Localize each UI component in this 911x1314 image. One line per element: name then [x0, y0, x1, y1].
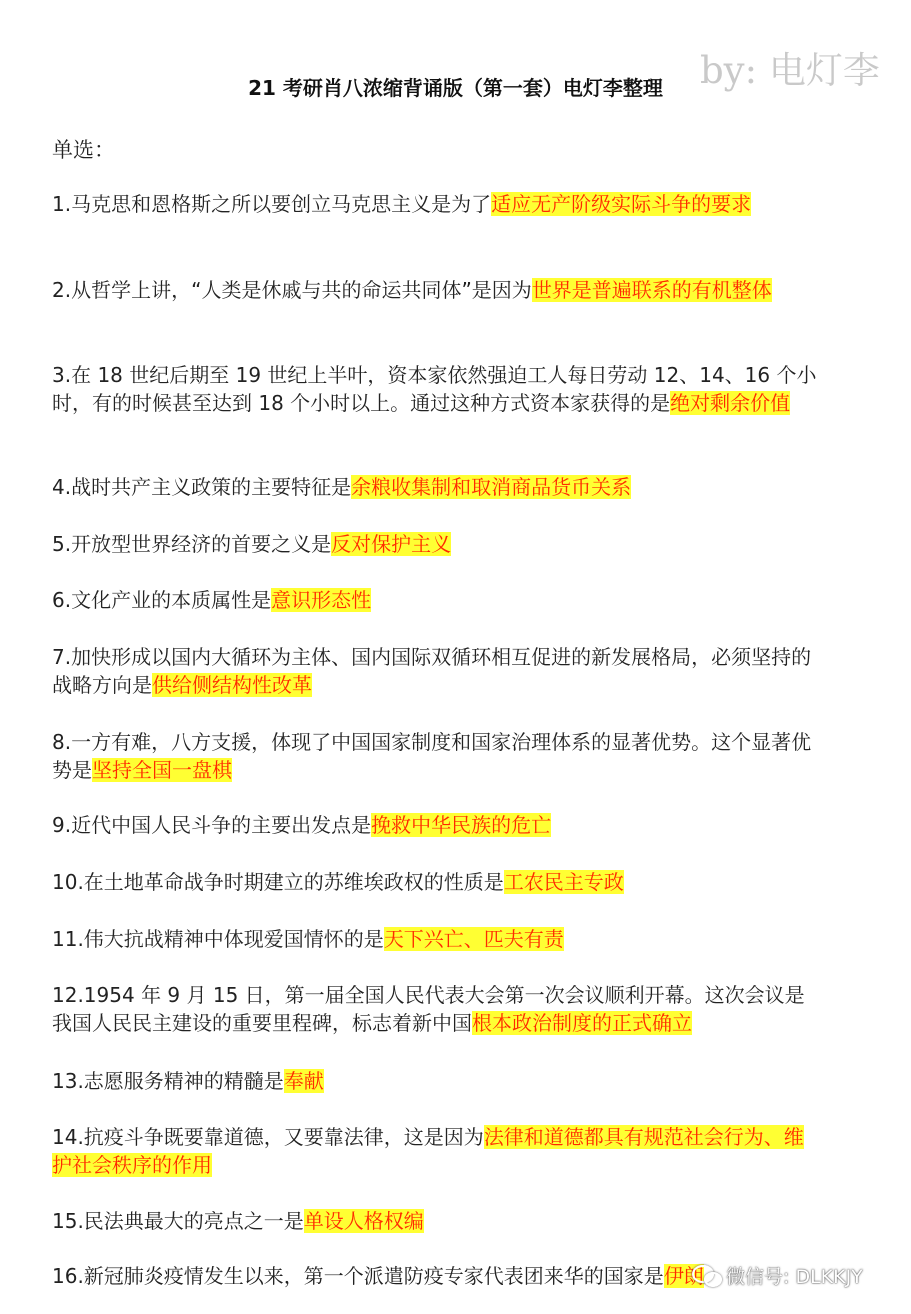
question-item [52, 530, 822, 558]
question-text: 4.战时共产主义政策的主要特征是 [52, 475, 352, 499]
answer-highlight: 供给侧结构性改革 [152, 673, 312, 697]
question-text: 15.民法典最大的亮点之一是 [52, 1209, 304, 1233]
answer-highlight: 坚持全国一盘棋 [92, 758, 232, 782]
question-item [52, 361, 822, 417]
question-text: 10.在土地革命战争时期建立的苏维埃政权的性质是 [52, 870, 504, 894]
question-text: 7.加快形成以国内大循环为主体、国内国际双循环相互促进的新发展格局，必须坚持的战略方向是 [52, 645, 812, 697]
answer-highlight: 奉献 [283, 1069, 324, 1093]
answer-highlight: 根本政治制度的正式确立 [472, 1011, 692, 1035]
question-item [52, 811, 822, 839]
question-text: 14.抗疫斗争既要靠道德，又要靠法律，这是因为 [52, 1125, 484, 1149]
answer-highlight: 法律和道德都具有规范社会行为、维护社会秩序的作用 [52, 1125, 804, 1177]
question-item [52, 1123, 822, 1179]
question-text: 13.志愿服务精神的精髓是 [52, 1069, 284, 1093]
answer-highlight: 伊朗 [663, 1264, 704, 1288]
question-item [52, 276, 822, 304]
answer-highlight: 适应无产阶级实际斗争的要求 [491, 192, 752, 216]
answer-highlight: 单设人格权编 [303, 1209, 424, 1233]
question-text: 2.从哲学上讲，“人类是休戚与共的命运共同体”是因为 [52, 278, 532, 302]
answer-highlight: 余粮收集制和取消商品货币关系 [351, 475, 632, 499]
answer-highlight: 工农民主专政 [503, 870, 624, 894]
question-text: 11.伟大抗战精神中体现爱国情怀的是 [52, 927, 384, 951]
question-item [52, 190, 822, 218]
question-item [52, 643, 822, 699]
question-item [52, 925, 822, 953]
question-item [52, 473, 822, 501]
question-text: 16.新冠肺炎疫情发生以来，第一个派遣防疫专家代表团来华的国家是 [52, 1264, 664, 1288]
question-text: 3.在 18 世纪后期至 19 世纪上半叶，资本家依然强迫工人每日劳动 12、14、16 个小时，有的时候甚至达到 18 个小时以上。通过这种方式资本家获得的是 [52, 363, 817, 415]
question-text: 5.开放型世界经济的首要之义是 [52, 532, 332, 556]
question-text: 9.近代中国人民斗争的主要出发点是 [52, 813, 372, 837]
question-item [52, 1207, 822, 1235]
answer-highlight: 反对保护主义 [331, 532, 452, 556]
question-item [52, 981, 822, 1037]
answer-highlight: 挽救中华民族的危亡 [371, 813, 552, 837]
section-label: 单选： [52, 138, 115, 162]
question-text: 1.马克思和恩格斯之所以要创立马克思主义是为了 [52, 192, 492, 216]
answer-highlight: 世界是普遍联系的有机整体 [531, 278, 772, 302]
question-item [52, 1067, 822, 1095]
question-text: 8.一方有难，八方支援，体现了中国国家制度和国家治理体系的显著优势。这个显著优势是 [52, 730, 812, 782]
document-title: 21 考研肖八浓缩背诵版（第一套）电灯李整理 [248, 76, 663, 100]
question-text: 6.文化产业的本质属性是 [52, 588, 272, 612]
question-text: 12.1954 年 9 月 15 日，第一届全国人民代表大会第一次会议顺利开幕。这次会议是我国人民民主建设的重要里程碑，标志着新中国 [52, 983, 805, 1035]
answer-highlight: 天下兴亡、匹夫有责 [383, 927, 564, 951]
question-item [52, 586, 822, 614]
wechat-watermark [692, 1258, 898, 1292]
watermark: by: 电灯李 [700, 49, 880, 92]
question-item [52, 868, 822, 896]
answer-highlight: 意识形态性 [271, 588, 372, 612]
answer-highlight: 绝对剩余价值 [670, 391, 791, 415]
wechat-icon [692, 1263, 722, 1287]
wechat-label: 微信号: DLKKJY [726, 1265, 863, 1288]
question-item [52, 728, 822, 784]
